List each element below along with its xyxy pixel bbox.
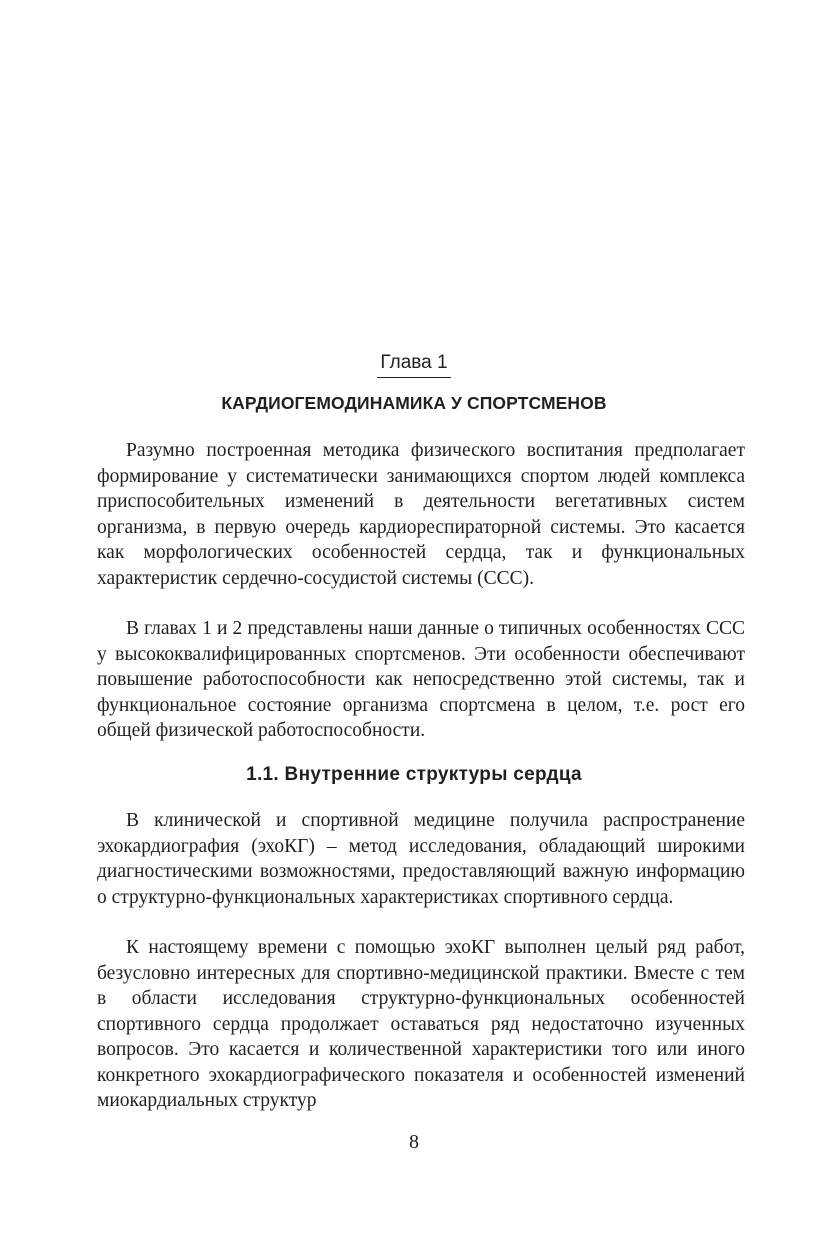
section-paragraph-1: В клинической и спортивной медицине получила распространение эхокардиография (эхоКГ) – метод исследования, обладающий широкими диагностическими возможностями, предоставляющий важную информацию о структурно-функциональных характеристиках спортивного сердца. [97,810,745,908]
chapter-number: Глава 1 [377,352,450,378]
section-heading: 1.1. Внутренние структуры сердца [246,764,582,785]
chapter-title: КАРДИОГЕМОДИНАМИКА У СПОРТСМЕНОВ [221,393,607,413]
chapter-label [0,352,828,378]
intro-paragraph-1: Разумно построенная методика физического воспитания предполагает формирование у систематически занимающихся спортом людей комплекса приспособительных изменений в деятельности вегетативных систем организма, в первую очередь кардиореспираторной системы. Это касается как морфологических особенностей сердца, так и функциональных характеристик сердечно-сосудистой системы (ССС). [97,440,745,589]
intro-paragraph-2: В главах 1 и 2 представлены наши данные о типичных особенностях ССС у высококвалифицированных спортсменов. Эти особенности обеспечивают повышение работоспособности как непосредственно этой системы, так и функциональное состояние организма спортсмена в целом, т.е. рост его общей физической работоспособности. [97,618,745,741]
section-paragraph-2: К настоящему времени с помощью эхоКГ выполнен целый ряд работ, безусловно интересных для спортивно-медицинской практики. Вместе с тем в области исследования структурно-функциональных особенностей спортивного сердца продолжает оставаться ряд недостаточно изученных вопросов. Это касается и количественной характеристики того или иного конкретного эхокардиографического показателя и особенностей изменений миокардиальных структур [97,937,745,1111]
page-number: 8 [409,1131,419,1153]
